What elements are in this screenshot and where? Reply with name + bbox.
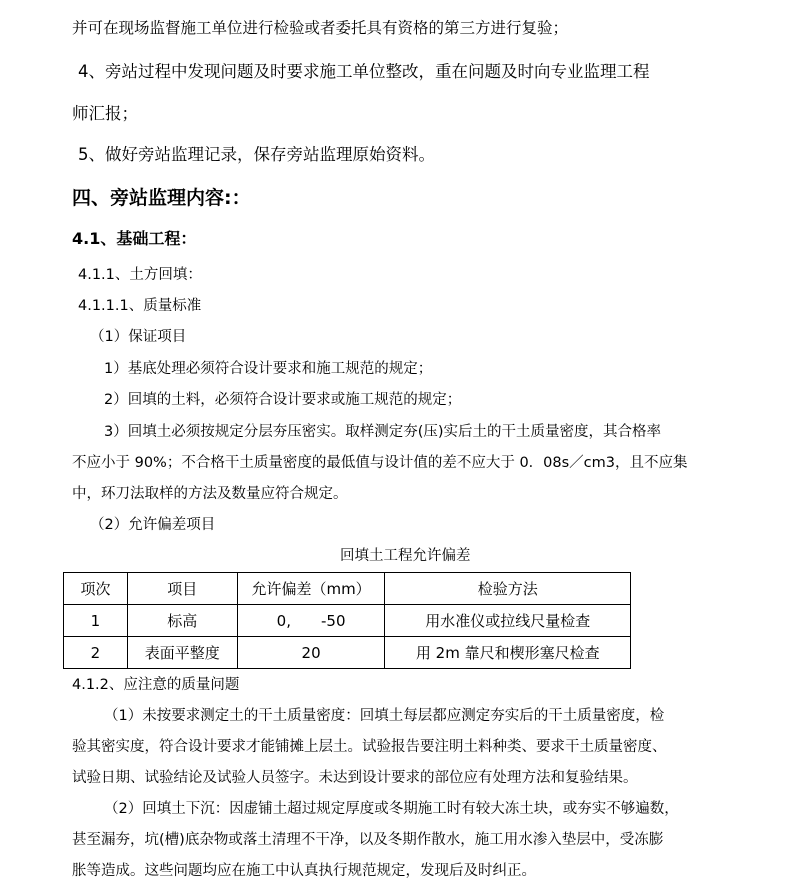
paragraph-line: 试验日期、试验结论及试验人员签字。未达到设计要求的部位应有处理方法和复验结果。	[72, 770, 638, 786]
item-heading: （1）保证项目	[90, 329, 187, 345]
paragraph-line: （1）未按要求测定土的干土质量密度：回填土每层都应测定夯实后的干土质量密度，检	[104, 708, 665, 724]
table-header-cell: 允许偏差（mm）	[237, 573, 385, 605]
table-row	[64, 637, 631, 669]
table-header-cell: 项目	[127, 573, 237, 605]
paragraph-line: 1）基底处理必须符合设计要求和施工规范的规定；	[104, 361, 433, 377]
subsection-heading: 4.1、基础工程：	[72, 229, 197, 248]
paragraph-line: 验其密实度，符合设计要求才能铺摊上层土。试验报告要注明土料种类、要求干土质量密度、	[72, 739, 667, 755]
subsection-title: 4.1.1.1、质量标准	[78, 298, 202, 314]
paragraph-line: 中，环刀法取样的方法及数量应符合规定。	[72, 486, 348, 502]
table-cell: 用 2m 靠尺和楔形塞尺检查	[385, 637, 631, 669]
table-cell: 1	[64, 605, 128, 637]
table-cell: 2	[64, 637, 128, 669]
paragraph-line: 3）回填土必须按规定分层夯压密实。取样测定夯(压)实后土的干土质量密度，其合格率	[104, 424, 662, 440]
table-caption: 回填土工程允许偏差	[340, 548, 471, 564]
table-header-cell: 项次	[64, 573, 128, 605]
list-item-5: 5、做好旁站监理记录，保存旁站监理原始资料。	[78, 145, 435, 164]
table-cell: 表面平整度	[127, 637, 237, 669]
subsection-title: 4.1.2、应注意的质量问题	[72, 677, 240, 693]
paragraph-line: 胀等造成。这些问题均应在施工中认真执行规范规定，发现后及时纠正。	[72, 863, 536, 879]
paragraph-line: 不应小于 90%；不合格干土质量密度的最低值与设计值的差不应大于 0．08s／cm3，且不应集	[72, 455, 688, 471]
table-header-cell: 检验方法	[385, 573, 631, 605]
table-row	[64, 605, 631, 637]
table-header-row	[64, 573, 631, 605]
paragraph-line: （2）回填土下沉：因虚铺土超过规定厚度或冬期施工时有较大冻土块，或夯实不够遍数，	[104, 801, 679, 817]
item-heading: （2）允许偏差项目	[90, 517, 216, 533]
section-heading: 四、旁站监理内容:：	[72, 187, 251, 209]
subsection-title: 4.1.1、土方回填：	[78, 267, 202, 283]
table-cell: 标高	[127, 605, 237, 637]
table-cell: 20	[237, 637, 385, 669]
deviation-table	[63, 572, 631, 669]
list-item-4: 4、旁站过程中发现问题及时要求施工单位整改，重在问题及时向专业监理工程	[78, 62, 650, 81]
table-cell: 用水准仪或拉线尺量检查	[385, 605, 631, 637]
paragraph-line: 2）回填的土料，必须符合设计要求或施工规范的规定；	[104, 392, 462, 408]
list-item-4-cont: 师汇报；	[72, 104, 138, 123]
paragraph-line: 甚至漏夯，坑(槽)底杂物或落土清理不干净，以及冬期作散水，施工用水渗入垫层中，受冻膨	[72, 832, 664, 848]
paragraph-line: 并可在现场监督施工单位进行检验或者委托具有资格的第三方进行复验；	[72, 19, 569, 37]
table-cell: 0, -50	[237, 605, 385, 637]
